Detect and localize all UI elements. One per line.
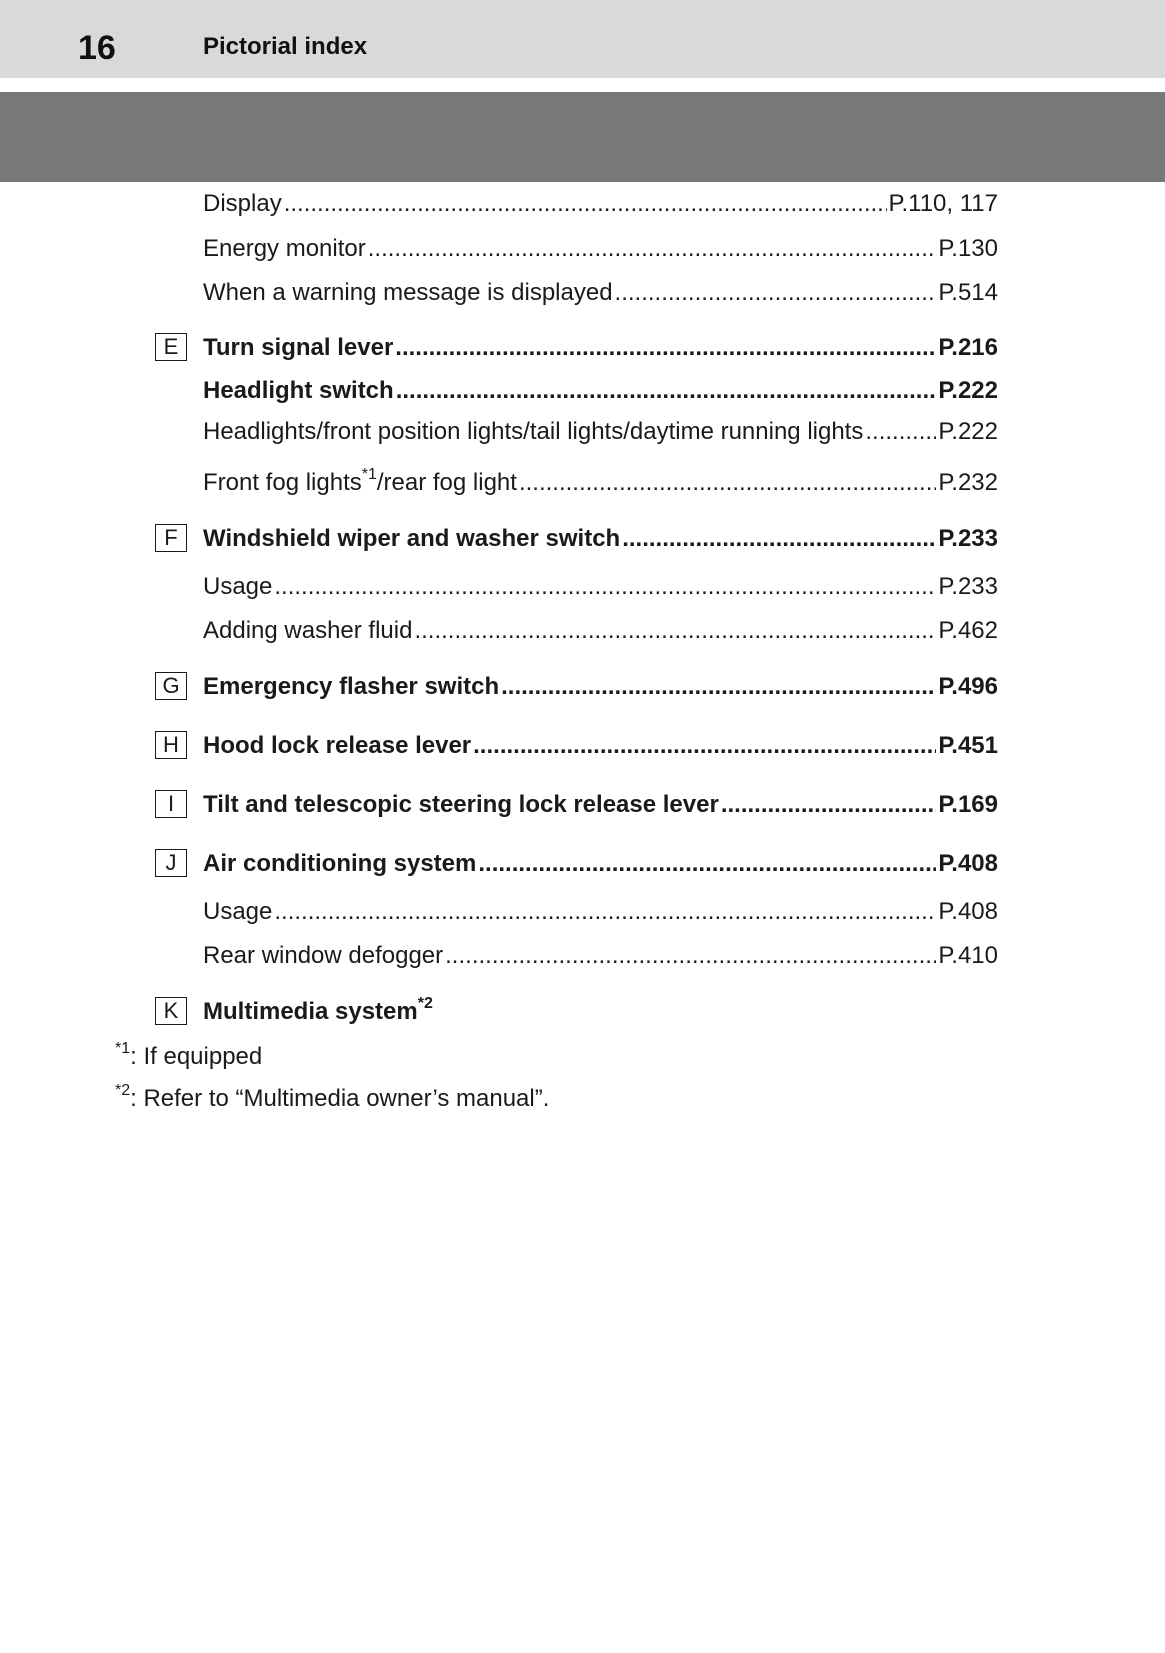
entry-page-ref: P.222 xyxy=(938,377,998,404)
index-entry-energy-monitor xyxy=(203,232,998,266)
entry-label: Headlight switch xyxy=(203,377,394,404)
index-entry-emergency-flasher xyxy=(203,670,998,704)
index-entry-hood-lock xyxy=(203,729,998,763)
index-entry-fog-lights xyxy=(203,466,998,500)
entry-label-main: Front fog lights xyxy=(203,469,362,496)
entry-page-ref: P.462 xyxy=(938,617,998,644)
section-title: Pictorial index xyxy=(203,33,368,60)
callout-letter-e: E xyxy=(155,333,187,361)
index-entry-ac-usage xyxy=(203,895,998,929)
index-entry-tilt-telescopic xyxy=(203,788,998,822)
entry-page-ref: P.410 xyxy=(938,942,998,969)
leader-dots xyxy=(284,187,887,221)
leader-dots xyxy=(395,331,936,365)
leader-dots xyxy=(501,670,936,704)
leader-dots xyxy=(274,570,936,604)
entry-page-ref: P.130 xyxy=(938,235,998,262)
entry-page-ref: P.496 xyxy=(938,673,998,700)
section-band xyxy=(0,92,1165,182)
leader-dots xyxy=(865,415,936,449)
entry-label: Tilt and telescopic steering lock release lever xyxy=(203,791,719,818)
index-entry-washer-fluid xyxy=(203,614,998,648)
callout-letter-i: I xyxy=(155,790,187,818)
footnote-marker: *1 xyxy=(361,466,377,483)
index-entry-wiper-usage xyxy=(203,570,998,604)
entry-label xyxy=(203,995,433,1029)
callout-letter-j: J xyxy=(155,849,187,877)
footnote-text: : If equipped xyxy=(130,1043,263,1070)
leader-dots xyxy=(622,522,936,556)
leader-dots xyxy=(615,276,937,310)
leader-dots xyxy=(473,729,936,763)
entry-label: Air conditioning system xyxy=(203,850,477,877)
entry-label: Adding washer fluid xyxy=(203,617,413,644)
leader-dots xyxy=(396,374,937,408)
index-entry-headlight-switch xyxy=(203,374,998,408)
leader-dots xyxy=(274,895,936,929)
leader-dots xyxy=(445,939,936,973)
entry-page-ref: P.233 xyxy=(938,573,998,600)
entry-page-ref: P.216 xyxy=(938,334,998,361)
entry-page-ref: P.232 xyxy=(938,469,998,496)
leader-dots xyxy=(721,788,937,822)
entry-page-ref: P.514 xyxy=(938,279,998,306)
leader-dots xyxy=(478,847,936,881)
index-entry-display xyxy=(203,187,998,221)
footnote-mark: *1 xyxy=(115,1040,131,1057)
entry-label: Usage xyxy=(203,898,273,925)
entry-page-ref: P.222 xyxy=(938,418,998,445)
entry-page-ref: P.451 xyxy=(938,732,998,759)
entry-label: Emergency flasher switch xyxy=(203,673,500,700)
entry-label-main: Multimedia system xyxy=(203,998,418,1025)
entry-label: When a warning message is displayed xyxy=(203,279,613,306)
index-entry-windshield-wiper xyxy=(203,522,998,556)
entry-page-ref: P.110, 117 xyxy=(888,190,998,217)
entry-label: Energy monitor xyxy=(203,235,366,262)
callout-letter-g: G xyxy=(155,672,187,700)
entry-label: Hood lock release lever xyxy=(203,732,472,759)
entry-label: Windshield wiper and washer switch xyxy=(203,525,621,552)
callout-letter-f: F xyxy=(155,524,187,552)
entry-label xyxy=(203,466,517,500)
entry-label-continued: /rear fog light xyxy=(376,469,517,496)
entry-label: Display xyxy=(203,190,282,217)
entry-page-ref: P.408 xyxy=(938,898,998,925)
entry-label: Usage xyxy=(203,573,273,600)
index-entry-rear-defogger xyxy=(203,939,998,973)
footnote-2 xyxy=(115,1082,549,1116)
index-entry-warning-message xyxy=(203,276,998,310)
leader-dots xyxy=(414,614,936,648)
index-entry-multimedia-system xyxy=(203,995,998,1029)
leader-dots xyxy=(368,232,937,266)
footnote-mark: *2 xyxy=(115,1082,131,1099)
page-number: 16 xyxy=(78,29,116,67)
entry-label: Headlights/front position lights/tail lights/daytime running lights xyxy=(203,418,864,445)
callout-letter-h: H xyxy=(155,731,187,759)
leader-dots xyxy=(519,466,936,500)
callout-letter-k: K xyxy=(155,997,187,1025)
entry-page-ref: P.169 xyxy=(938,791,998,818)
index-entry-headlights xyxy=(203,415,998,449)
entry-label: Turn signal lever xyxy=(203,334,394,361)
entry-page-ref: P.233 xyxy=(938,525,998,552)
footnote-marker: *2 xyxy=(417,995,433,1012)
page-header xyxy=(0,0,1165,78)
footnote-1 xyxy=(115,1040,262,1074)
entry-label: Rear window defogger xyxy=(203,942,444,969)
index-entry-turn-signal-lever xyxy=(203,331,998,365)
footnote-text: : Refer to “Multimedia owner’s manual”. xyxy=(130,1085,550,1112)
entry-page-ref: P.408 xyxy=(938,850,998,877)
index-entry-air-conditioning xyxy=(203,847,998,881)
